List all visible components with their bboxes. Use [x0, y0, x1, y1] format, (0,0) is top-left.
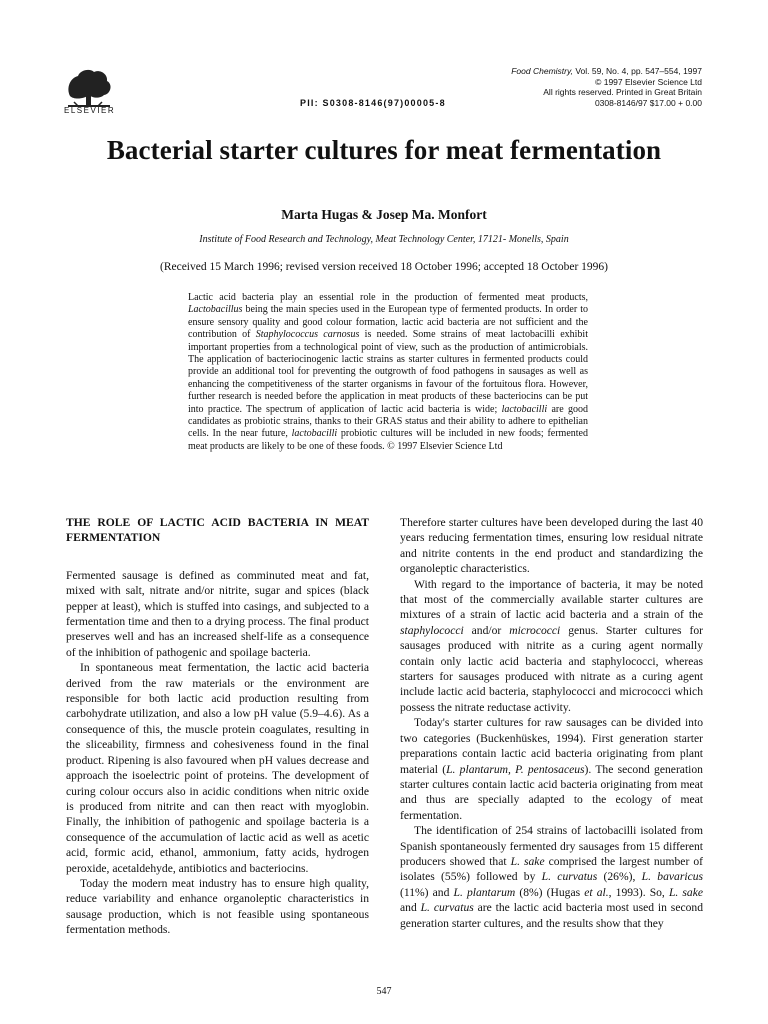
paragraph: The identification of 254 strains of lactobacilli isolated from Spanish spontaneously fermented dry sausages from 15 different producers showed that L. sake comprised the largest number of isolates (55%) followed by L. curvatus (26%), L. bavaricus (11%) and L. plantarum (8%) (Hugas et al., 1993). So, L. sake and L. curvatus are the lactic acid bacteria most used in second generation starter cultures, and the results show that they: [400, 824, 704, 930]
copyright-line: © 1997 Elsevier Science Ltd: [595, 76, 702, 87]
issn-line: 0308-8146/97 $17.00 + 0.00: [594, 97, 702, 108]
section-heading: THE ROLE OF LACTIC ACID BACTERIA IN MEAT FERMENTATION: [66, 516, 369, 545]
article-title: Bacterial starter cultures for meat fermentation: [106, 135, 662, 165]
paragraph: Today's starter cultures for raw sausages can be divided into two categories (Buckenhüskes, 1994). First generation starter preparations contain lactic acid bacteria originating from plant material (L. plantarum, P. pentosaceus). The second generation starter cultures contain lactic acid bacteria originating from meat and thus are specially adapted to the ecology of meat fermentation.: [400, 716, 703, 822]
pii-identifier: PII: S0308-8146(97)00005-8: [300, 98, 446, 108]
paragraph: Therefore starter cultures have been developed during the last 40 years reducing fermentation times, ensuring low residual nitrate and nitrite contents in the end product and standardizing the organoleptic characteristics.: [400, 516, 703, 576]
author-affiliation: Institute of Food Research and Technology, Meat Technology Center, 17121- Monells, Spain: [199, 234, 569, 245]
publisher-wordmark: ELSEVIER: [64, 106, 116, 115]
paragraph: Fermented sausage is defined as comminuted meat and fat, mixed with salt, nitrate and/or nitrite, sugar and spices (black pepper at least), which is stuffed into casings, and subjected to a fermentation time and then to a drying process. The final product preserves well and has an increased shelf-life as a consequence of the inhibition of pathogenic and spoilage bacteria.: [66, 568, 369, 659]
rights-line: All rights reserved. Printed in Great Britain: [543, 87, 702, 97]
received-dates: (Received 15 March 1996; revised version received 18 October 1996; accepted 18 October 1996): [159, 261, 609, 273]
left-column: [66, 515, 369, 938]
article-authors: Marta Hugas & Josep Ma. Monfort: [281, 207, 487, 222]
paragraph: In spontaneous meat fermentation, the lactic acid bacteria derived from the raw materials or the environment are responsible for both lactic acid production resulting from carbohydrate utilization, and also a low pH value (5.9–4.6). As a consequence of this, the muscle protein coagulates, resulting in the sliceability, firmness and cohesiveness found in the final product. Ripening is also favoured when pH values decrease and approach the isoelectric point of proteins. The development of curing colour occurs also in acidic conditions when nitric oxide is produced from nitrite and can then react with myoglobin. Finally, the inhibition of pathogenic and spoilage bacteria is a consequence of the accumulation of lactic acid as well as acetic acid, formic acid, ethanol, ammonium, fatty acids, hydrogen peroxide, acetaldehyde, antibiotics and bacteriocins.: [66, 661, 369, 875]
journal-info: [511, 66, 702, 108]
paragraph: Today the modern meat industry has to ensure high quality, reduce variability and enhance organoleptic characteristics in sausage production, which is not feasible using spontaneous fermentation methods.: [66, 876, 369, 937]
abstract: Lactic acid bacteria play an essential role in the production of fermented meat products, Lactobacillus being the main species used in the European type of fermented products. In order to ensure sensory quality and good colour formation, lactic acid bacteria are not sufficient and the contribution of Staphylococcus carnosus is needed. Some strains of meat lactobacilli exhibit important properties from a technological point of view, such as the production of antimicrobials. The application of bacteriocinogenic lactic strains as starter cultures in fermented products could provide an additional tool for preventing the outgrowth of food pathogens in sausages as well as enhancing the competitiveness of the starter organisms in favour of the fortuitous flora. However, further research is needed before the application in meat products of these bacteriocins can be put into practice. The spectrum of application of lactic acid bacteria is wide; lactobacilli are good candidates as probiotic strains, thanks to their GRAS status and their ability to adhere to epithelian cells. In the near future, lactobacilli probiotic cultures will be included in new foods; fermented meat products are likely to be one of these foods. © 1997 Elsevier Science Ltd: [188, 292, 588, 452]
journal-citation: Food Chemistry, Vol. 59, No. 4, pp. 547–554, 1997: [511, 66, 702, 76]
right-column: [400, 515, 703, 931]
paragraph: With regard to the importance of bacteria, it may be noted that most of the commercially available starter cultures are mixtures of a strain of lactic acid bacteria and a strain of the staphylococci and/or micrococci genus. Starter cultures for sausages produced with nitrite as a curing agent normally contain only lactic acid bacteria and staphylococci, whereas starters for sausages produced with nitrate as a curing agent include lactic acid bacteria, staphylococci and micrococci which possess the nitrate reductase activity.: [400, 577, 703, 714]
page-number: 547: [376, 986, 392, 997]
